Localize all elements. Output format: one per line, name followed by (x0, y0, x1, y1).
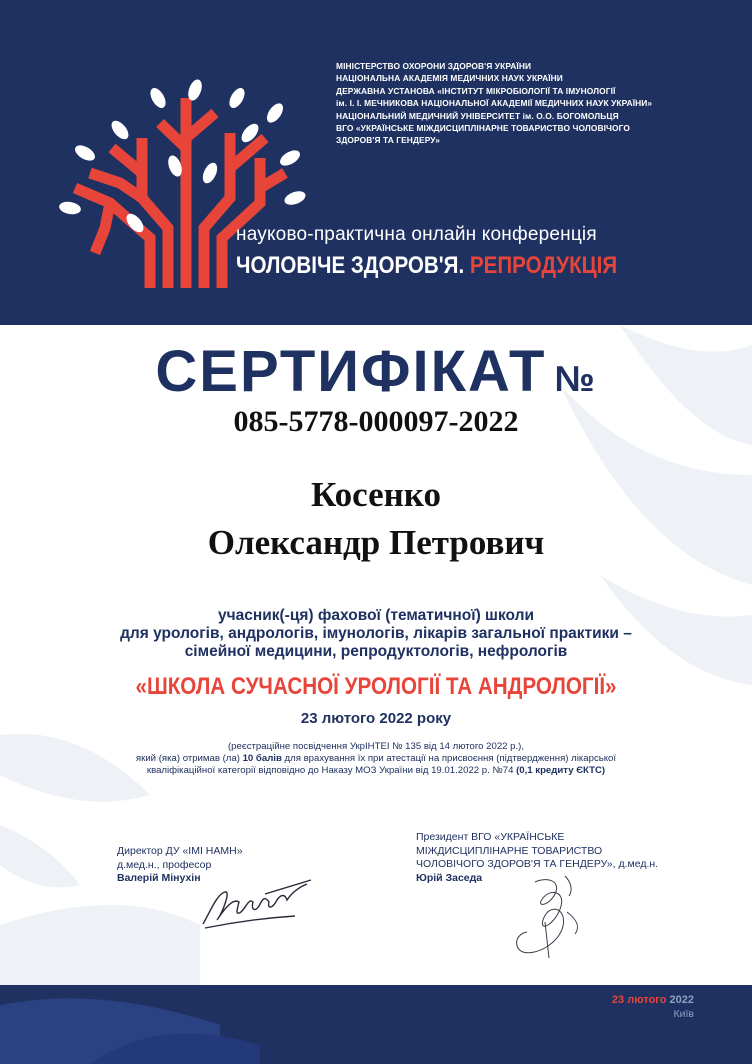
participation-description (0, 607, 752, 661)
signatory-position: Директор ДУ «ІМІ НАМН» (117, 845, 243, 857)
registration-line: (реєстраційне посвідчення УкрІНТЕІ № 135 від 14 лютого 2022 р.), (227, 741, 525, 752)
signatory-degree: д.мед.н., професор (117, 858, 212, 871)
header-banner (0, 0, 752, 325)
points-value: 10 балів (242, 753, 282, 764)
footer-date (612, 994, 694, 1006)
certificate-title (0, 338, 752, 405)
recipient-surname: Косенко (310, 475, 441, 514)
signatory-name: Юрій Заседа (416, 871, 483, 884)
signature-zaseda (505, 872, 590, 962)
organization-line: ім. І. І. МЕЧНИКОВА НАЦІОНАЛЬНОЇ АКАДЕМІЇ МЕДИЧНИХ НАУК УКРАЇНИ» (336, 98, 653, 109)
organization-line: ДЕРЖАВНА УСТАНОВА «ІНСТИТУТ МІКРОБІОЛОГІЇ ТА ІМУНОЛОГІЇ (336, 85, 616, 96)
certificate-number: 085-5778-000097-2022 (233, 405, 519, 438)
signatory-position: Президент ВГО «УКРАЇНСЬКЕ (416, 831, 565, 843)
footer-city: Київ (673, 1008, 694, 1020)
registration-line (0, 753, 752, 765)
signatory-position: МІЖДИСЦИПЛІНАРНЕ ТОВАРИСТВО (416, 844, 603, 857)
footer-date-year: 2022 (669, 994, 694, 1006)
conference-title (236, 252, 617, 280)
registration-text: який (яка) отримав (ла) (135, 753, 240, 764)
number-sign: № (554, 358, 597, 399)
organizations-list (336, 60, 736, 147)
description-line: сімейної медицини, репродуктологів, нефрологів (184, 643, 568, 660)
credit-value: (0,1 кредиту ЄКТС) (516, 765, 606, 776)
conference-title-main: ЧОЛОВІЧЕ ЗДОРОВ'Я. (236, 252, 465, 279)
registration-text: кваліфікаційної категорії відповідно до Наказу МОЗ України від 19.01.2022 р. №74 (146, 765, 514, 776)
event-date: 23 лютого 2022 року (300, 710, 452, 727)
description-line: учасник(-ця) фахової (тематичної) школи (218, 607, 534, 624)
conference-title-accent: РЕПРОДУКЦІЯ (469, 252, 618, 279)
organization-line: ЗДОРОВ'Я ТА ГЕНДЕРУ» (336, 135, 441, 146)
signatory-position: ЧОЛОВІЧОГО ЗДОРОВ'Я ТА ГЕНДЕРУ», д.мед.н. (416, 858, 659, 870)
registration-line (0, 765, 752, 777)
signatory-name: Валерій Мінухін (117, 872, 201, 884)
organization-line: НАЦІОНАЛЬНА АКАДЕМІЯ МЕДИЧНИХ НАУК УКРАЇНИ (336, 73, 563, 84)
organization-line: ВГО «УКРАЇНСЬКЕ МІЖДИСЦИПЛІНАРНЕ ТОВАРИСТВО ЧОЛОВІЧОГО (336, 123, 631, 134)
signature-minukhin (195, 872, 320, 934)
description-line: для урологів, андрологів, імунологів, лікарів загальної практики – (120, 625, 632, 642)
recipient-given-names: Олександр Петрович (207, 523, 545, 562)
registration-text: для врахування їх при атестації на присвоєння (підтвердження) лікарської (284, 753, 617, 764)
footer-date-day: 23 лютого (611, 994, 667, 1006)
organization-line: НАЦІОНАЛЬНИЙ МЕДИЧНИЙ УНІВЕРСИТЕТ ім. О.О. БОГОМОЛЬЦЯ (336, 110, 619, 121)
organization-line: МІНІСТЕРСТВО ОХОРОНИ ЗДОРОВ'Я УКРАЇНИ (336, 61, 532, 71)
certificate-word: СЕРТИФІКАТ (155, 339, 547, 404)
conference-subtitle: науково-практична онлайн конференція (236, 224, 597, 245)
school-name: «ШКОЛА СУЧАСНОЇ УРОЛОГІЇ ТА АНДРОЛОГІЇ» (135, 673, 617, 700)
registration-details (0, 741, 752, 777)
